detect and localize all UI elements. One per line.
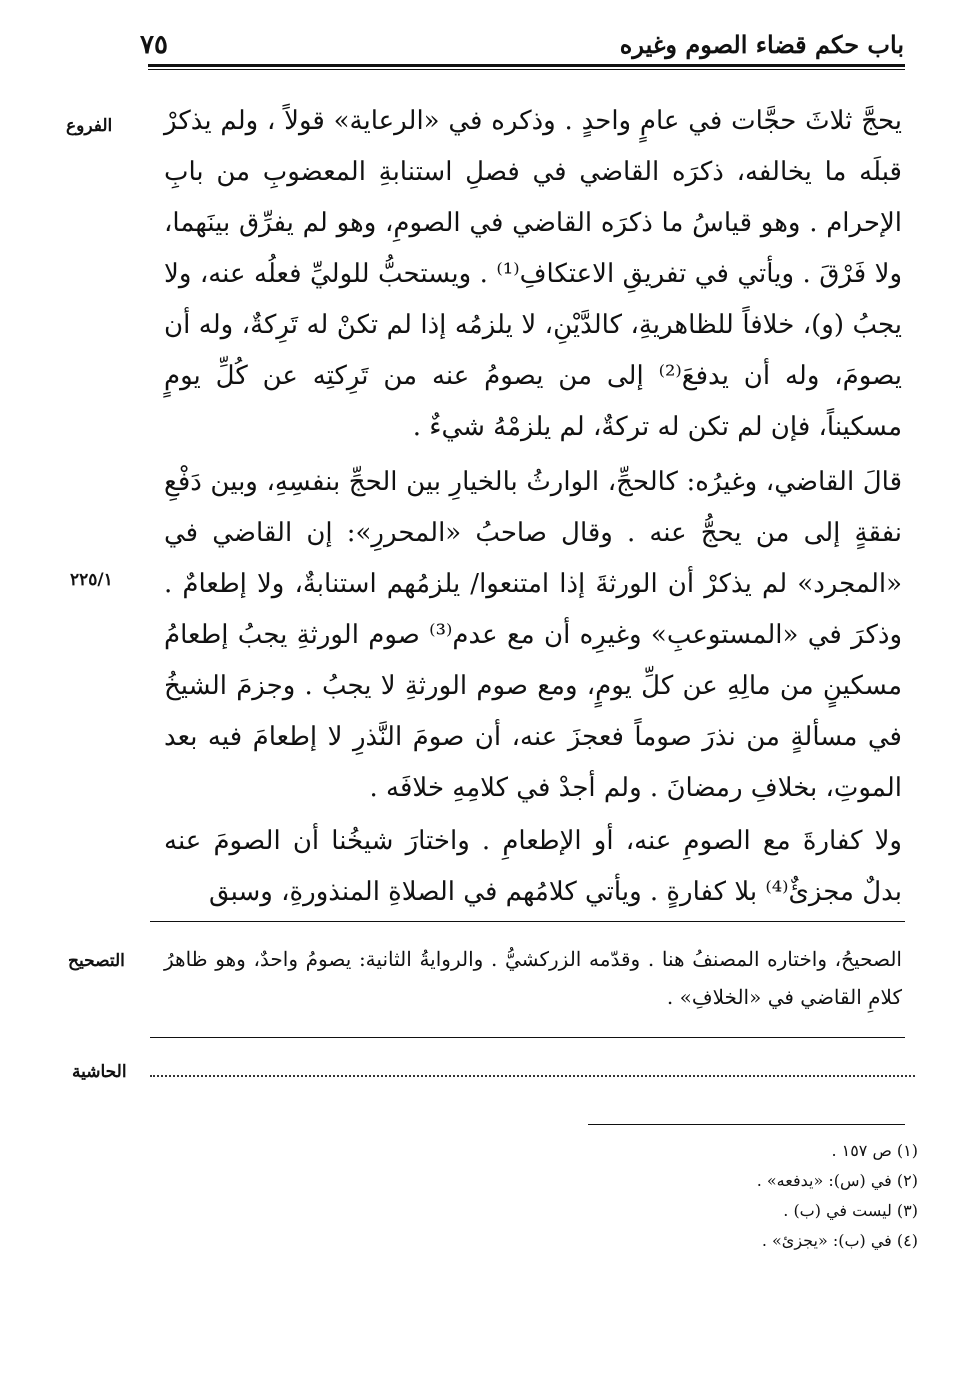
tashih-section-text: الصحيحُ، واختاره المصنفُ هنا . وقدّمه الزركشيُّ . والروايةُ الثانية: يصومُ واحدٌ، وهو ظاهرُ كلامِ القاضي في «الخلافِ» . — [164, 947, 902, 1009]
header-rule-thin — [148, 69, 905, 70]
hashiya-dotted-line — [150, 1075, 915, 1077]
running-header-title: باب حكم قضاء الصوم وغيره — [619, 30, 904, 59]
page-number: ٧٥ — [140, 30, 168, 60]
hashiya-separator — [150, 1037, 905, 1038]
margin-label-furu: الفروع — [66, 116, 113, 136]
body-paragraph-2: قالَ القاضي، وغيرُه: كالحجِّ، الوارثُ بالخيارِ بين الحجِّ بنفسِهِ، وبين دَفْعِ نفقةٍ إلى من يحجُّ عنه . وقال صاحبُ «المحررِ»: إن القاضي في «المجرد» لم يذكرْ أن الورثةَ إذا امتنعوا/ يلزمُهم استنابةٌ، ولا إطعامٌ . وذكرَ في «المستوعبِ» وغيرِه أن مع عدم⁽³⁾ صوم الورثةِ يجبُ إطعامُ مسكينٍ من مالِهِ عن كلِّ يومٍ، ومع صوم الورثةِ لا يجبُ . وجزمَ الشيخُ في مسألةٍ من نذرَ صوماً فعجزَ عنه، أن صومَ النَّذرِ لا إطعامَ فيه بعد الموتِ، بخلافِ رمضانَ . ولم أجدْ في كلامِهِ خلافَه . — [164, 467, 902, 803]
footnote-1: (١) ص ١٥٧ . — [831, 1141, 918, 1160]
margin-label-hashiya: الحاشية — [72, 1062, 127, 1082]
header-rule-thick — [148, 64, 905, 67]
footnote-4: (٤) في (ب): «يجزئ» . — [761, 1231, 918, 1250]
body-paragraph-3: ولا كفارةَ مع الصومِ عنه، أو الإطعامِ . واختارَ شيخُنا أن الصومَ عنه بدلٌ مجزئٌ⁽⁴⁾ بلا كفارةٍ . ويأتي كلامُهم في الصلاةِ المنذورةِ، وسبق — [164, 826, 902, 907]
footnote-2: (٢) في (س): «يدفعه» . — [756, 1171, 918, 1190]
footnote-3: (٣) ليست في (ب) . — [783, 1201, 918, 1220]
margin-label-tashih: التصحيح — [68, 951, 125, 971]
footnote-separator — [588, 1124, 905, 1125]
body-paragraph-1: يحجَّ ثلاثَ حجَّات في عامٍ واحدٍ . وذكره في «الرعاية» قولاً ، ولم يذكرْ قبلَه ما يخالفه، ذكرَه القاضي في فصلِ استنابةِ المعضوبِ من بابِ الإحرام . وهو قياسُ ما ذكرَه القاضي في الصومِ، وهو لم يفرِّق بينَهما، ولا فَرْقَ . ويأتي في تفريقِ الاعتكافِ⁽¹⁾ . ويستحبُّ للوليِّ فعلُه عنه، ولا يجبُ (و)، خلافاً للظاهريةِ، كالدَّيْنِ، لا يلزمُه إذا لم تكنْ له تَرِكةٌ، وله أن يصومَ، وله أن يدفعَ⁽²⁾ إلى من يصومُ عنه من تَرِكتِه عن كُلِّ يومٍ مسكيناً، فإن لم تكن له تركةٌ، لم يلزمْهُ شيءٌ . — [164, 106, 902, 442]
margin-volume-reference: ٢٢٥/١ — [70, 570, 113, 590]
footnotes — [158, 1136, 918, 1256]
tashih-separator — [150, 921, 905, 922]
